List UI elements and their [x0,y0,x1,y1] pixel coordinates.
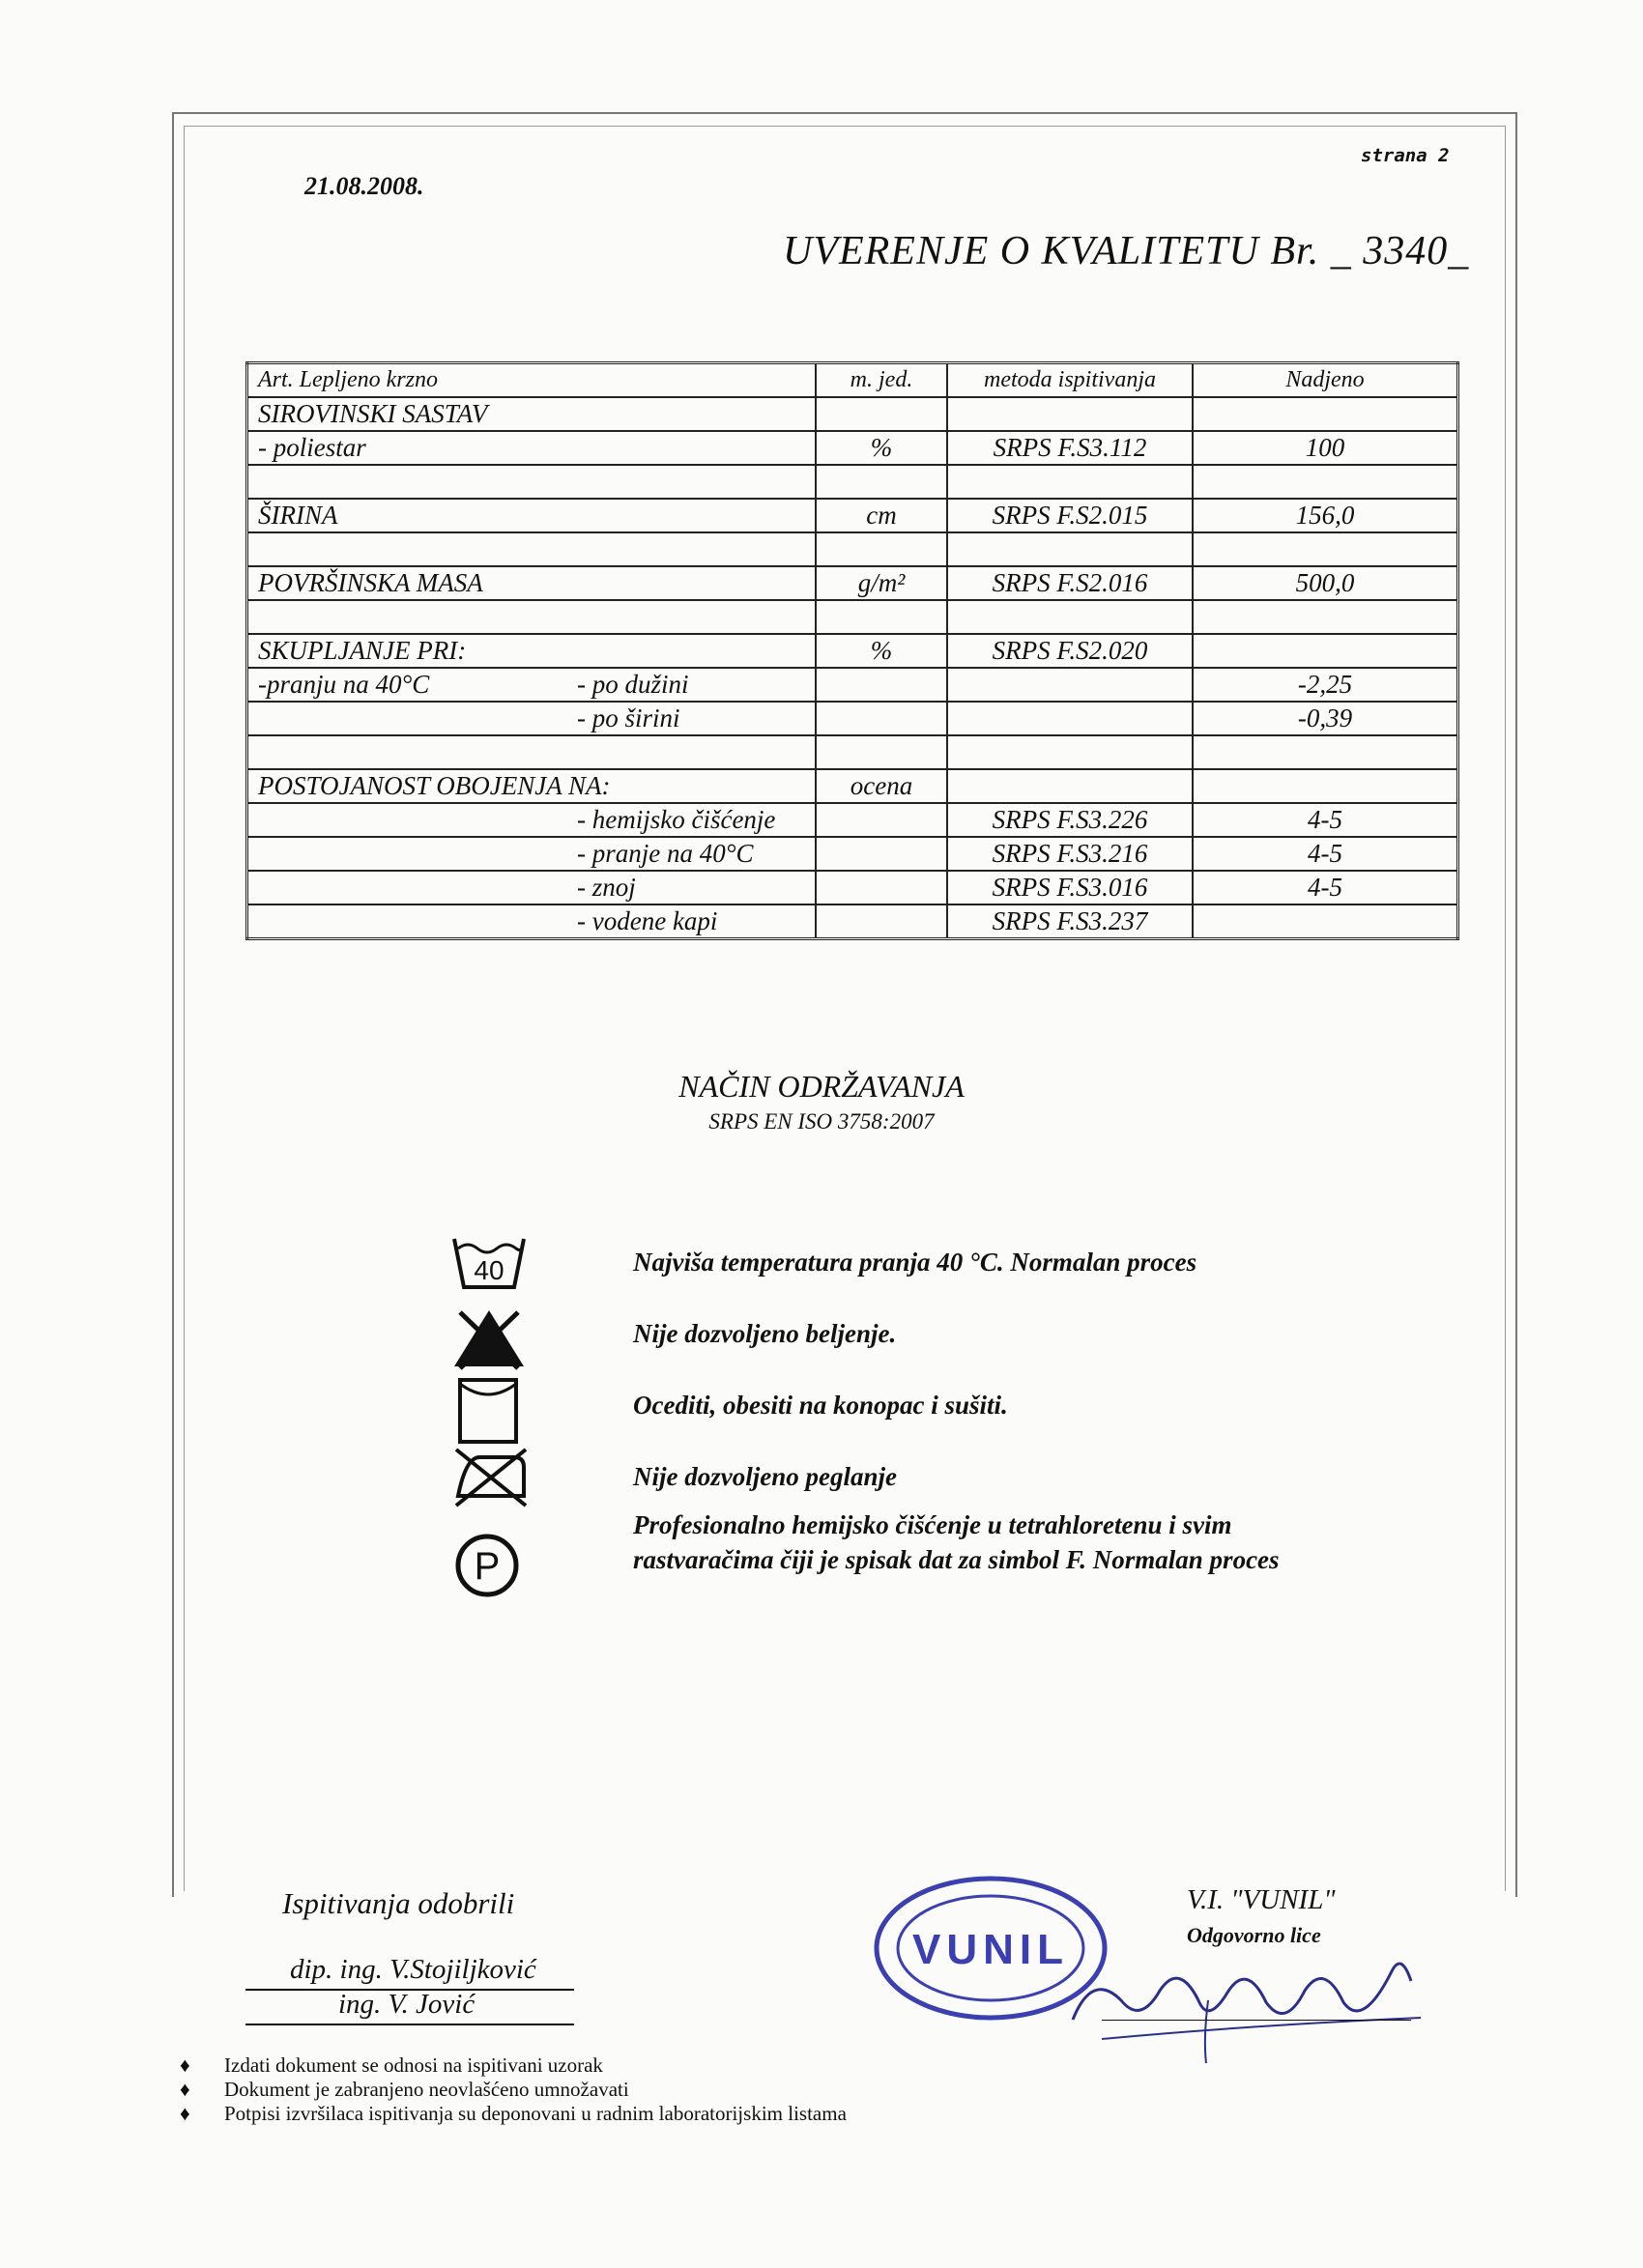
note-2-text: Dokument je zabranjeno neovlašćeno umnožavati [224,2078,629,2101]
cell-method [947,397,1193,431]
cell-unit [816,532,947,566]
parameter-label: SKUPLJANJE PRI: [258,636,467,665]
care-title: NAČIN ODRŽAVANJA [678,1069,965,1104]
cell-value [1193,634,1458,668]
table-row [247,871,1458,904]
cell-parameter [247,735,817,769]
cell-unit: g/m² [816,566,947,600]
cell-method: SRPS F.S3.226 [947,803,1193,837]
header-found: Nadjeno [1193,363,1458,398]
note-2: ♦ Dokument je zabranjeno neovlašćeno umnožavati [180,2078,629,2101]
table-row [247,431,1458,465]
cell-value: -2,25 [1193,668,1458,702]
cell-value [1193,769,1458,803]
cell-value: 500,0 [1193,566,1458,600]
cell-method: SRPS F.S2.016 [947,566,1193,600]
cell-value [1193,735,1458,769]
note-3-text: Potpisi izvršilaca ispitivanja su deponovani u radnim laboratorijskim listama [224,2102,847,2125]
note-1: ♦ Izdati dokument se odnosi na ispitivani uzorak [180,2053,603,2077]
cell-parameter [247,769,817,803]
parameter-label: -pranju na 40°C [258,670,430,699]
table-row [247,668,1458,702]
table-row [247,837,1458,871]
cell-method: SRPS F.S3.112 [947,431,1193,465]
cell-parameter [247,397,817,431]
table-row [247,769,1458,803]
parameter-detail: - vodene kapi [577,906,718,935]
svg-text:P: P [474,1545,501,1588]
cell-unit [816,871,947,904]
cell-unit [816,465,947,499]
cell-method [947,735,1193,769]
parameter-label: POVRŠINSKA MASA [258,568,483,597]
table-row [247,397,1458,431]
care-standard: SRPS EN ISO 3758:2007 [708,1109,935,1134]
table-row [247,904,1458,939]
cell-parameter [247,600,817,634]
cell-unit [816,735,947,769]
cell-method [947,465,1193,499]
cell-parameter [247,871,817,904]
cell-unit [816,837,947,871]
note-3: ♦ Potpisi izvršilaca ispitivanja su deponovani u radnim laboratorijskim listama [180,2102,847,2125]
cell-value: 4-5 [1193,803,1458,837]
cell-unit [816,702,947,735]
note-1-text: Izdati dokument se odnosi na ispitivani uzorak [224,2053,603,2077]
cell-unit [816,397,947,431]
cell-parameter [247,431,817,465]
signer-1: dip. ing. V.Stojiljković [290,1954,536,1985]
parameter-detail: - pranje na 40°C [577,839,754,868]
cell-value: 4-5 [1193,837,1458,871]
cell-method [947,532,1193,566]
cell-unit: % [816,634,947,668]
cell-value: 4-5 [1193,871,1458,904]
dryclean-p-icon [450,1531,528,1605]
company-sign-line [1102,2020,1411,2021]
cell-parameter [247,499,817,532]
wash-40-icon [450,1233,528,1296]
document-date: 21.08.2008. [304,172,424,200]
cell-unit: % [816,431,947,465]
parameter-label: ŠIRINA [258,501,338,530]
care-text-iron: Nije dozvoljeno peglanje [633,1462,897,1491]
table-row [247,803,1458,837]
cell-value [1193,904,1458,939]
cell-parameter [247,702,817,735]
table-row [247,634,1458,668]
cell-method [947,769,1193,803]
cell-parameter [247,803,817,837]
parameter-detail: - po širini [577,703,680,732]
page-label: strana 2 [1361,145,1450,166]
parameter-label: - poliestar [258,433,366,462]
header-article: Art. Lepljeno krzno [247,363,817,398]
cell-method: SRPS F.S3.016 [947,871,1193,904]
table-row [247,532,1458,566]
parameter-detail: - znoj [577,873,636,902]
line-dry-icon [450,1376,528,1450]
table-row [247,735,1458,769]
cell-method [947,702,1193,735]
cell-method [947,600,1193,634]
cell-parameter [247,532,817,566]
cell-unit [816,904,947,939]
svg-text:VUNIL: VUNIL [912,1926,1069,1973]
signer-2: ing. V. Jović [338,1989,476,2020]
signer-2-line [245,2024,574,2025]
cell-method: SRPS F.S2.020 [947,634,1193,668]
cell-method [947,668,1193,702]
cell-unit [816,668,947,702]
cell-unit: cm [816,499,947,532]
cell-parameter [247,634,817,668]
svg-text:40: 40 [474,1255,504,1285]
care-text-dryclean-line1: Profesionalno hemijsko čišćenje u tetrahloretenu i svim [633,1510,1232,1539]
parameter-detail: - hemijsko čišćenje [577,805,776,834]
table-row [247,465,1458,499]
results-table [245,361,1459,940]
care-text-dry: Ocediti, obesiti na konopac i sušiti. [633,1391,1008,1420]
header-method: metoda ispitivanja [947,363,1193,398]
cell-unit: ocena [816,769,947,803]
cell-unit [816,600,947,634]
table-row [247,702,1458,735]
care-text-bleach: Nije dozvoljeno beljenje. [633,1319,897,1348]
parameter-label: POSTOJANOST OBOJENJA NA: [258,771,611,800]
cell-parameter [247,904,817,939]
cell-value: 156,0 [1193,499,1458,532]
parameter-label: SIROVINSKI SASTAV [258,399,488,428]
no-iron-icon [450,1446,532,1512]
cell-method: SRPS F.S3.216 [947,837,1193,871]
company-role: Odgovorno lice [1187,1923,1321,1947]
no-bleach-icon [450,1306,528,1375]
cell-parameter [247,837,817,871]
cell-method: SRPS F.S3.237 [947,904,1193,939]
cell-value: -0,39 [1193,702,1458,735]
table-row [247,566,1458,600]
cell-value [1193,532,1458,566]
cell-value: 100 [1193,431,1458,465]
approval-title: Ispitivanja odobrili [282,1886,515,1920]
cell-value [1193,600,1458,634]
table-header-row [247,363,1458,398]
cell-value [1193,465,1458,499]
header-unit: m. jed. [816,363,947,398]
care-text-dryclean [633,1507,1280,1577]
care-text-dryclean-line2: rastvaračima čiji je spisak dat za simbol F. Normalan proces [633,1545,1280,1574]
cell-unit [816,803,947,837]
parameter-detail: - po dužini [577,670,689,699]
table-row [247,600,1458,634]
cell-parameter [247,668,817,702]
document-title: UVERENJE O KVALITETU Br. _ 3340_ [783,229,1470,273]
cell-value [1193,397,1458,431]
cell-parameter [247,566,817,600]
care-text-wash: Najviša temperatura pranja 40 °C. Normalan proces [633,1248,1197,1277]
company-name: V.I. "VUNIL" [1187,1884,1336,1915]
cell-parameter [247,465,817,499]
table-row [247,499,1458,532]
cell-method: SRPS F.S2.015 [947,499,1193,532]
handwritten-signature [1063,1933,1430,2073]
